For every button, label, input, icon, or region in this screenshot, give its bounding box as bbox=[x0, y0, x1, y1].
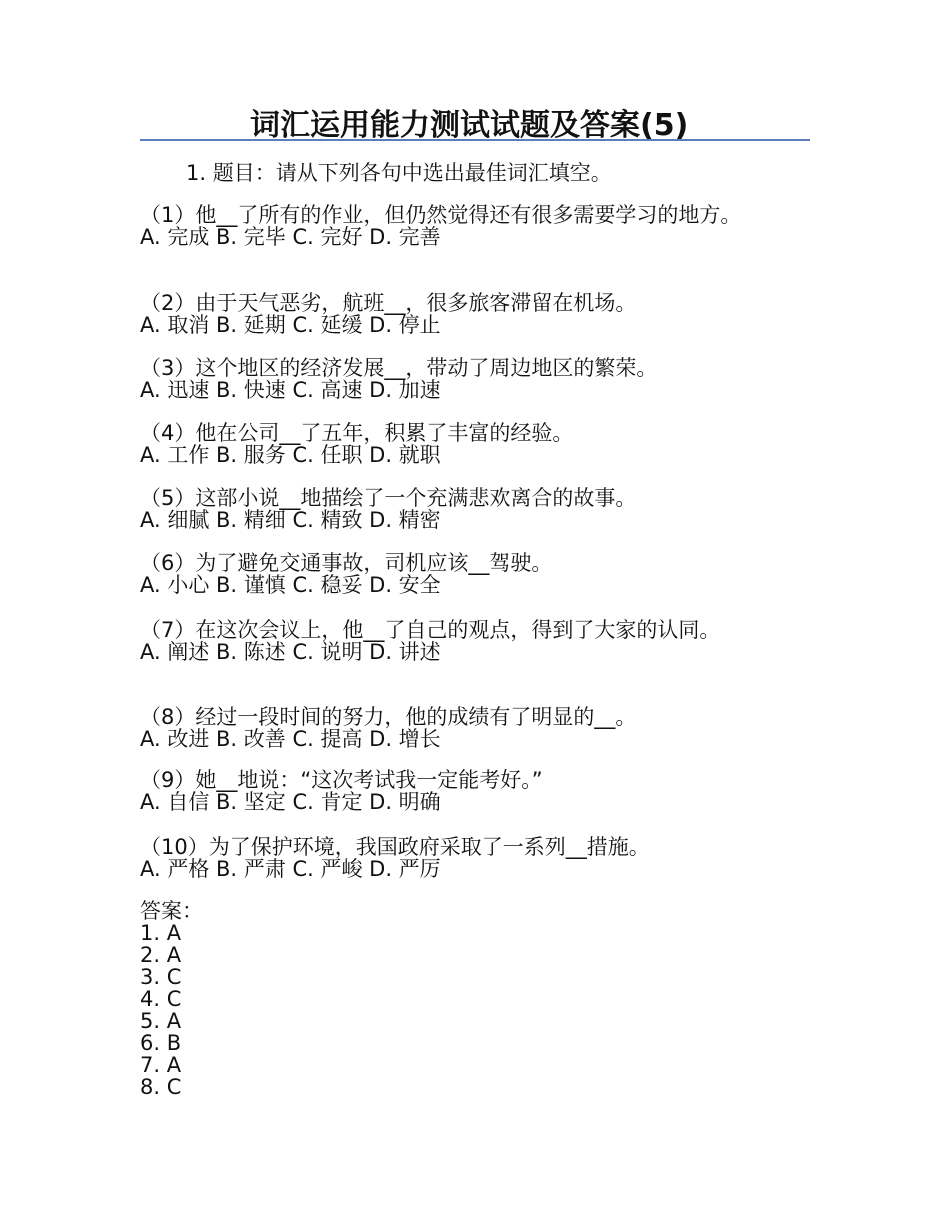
question-options: A. 严格 B. 严肃 C. 严峻 D. 严厉 bbox=[140, 857, 441, 881]
question-4 bbox=[140, 422, 820, 466]
question-stem: （1）他__了所有的作业，但仍然觉得还有很多需要学习的地方。 bbox=[140, 203, 742, 227]
question-options: A. 自信 B. 坚定 C. 肯定 D. 明确 bbox=[140, 790, 441, 814]
question-options: A. 完成 B. 完毕 C. 完好 D. 完善 bbox=[140, 225, 441, 249]
question-stem: （8）经过一段时间的努力，他的成绩有了明显的__。 bbox=[140, 705, 637, 729]
question-options: A. 工作 B. 服务 C. 任职 D. 就职 bbox=[140, 443, 441, 467]
answer-item: 6. B bbox=[140, 1031, 182, 1055]
title-underline bbox=[140, 139, 810, 141]
question-stem: （6）为了避免交通事故，司机应该__驾驶。 bbox=[140, 551, 553, 575]
answer-item: 3. C bbox=[140, 965, 182, 989]
question-stem: （5）这部小说__地描绘了一个充满悲欢离合的故事。 bbox=[140, 486, 637, 510]
question-options: A. 迅速 B. 快速 C. 高速 D. 加速 bbox=[140, 378, 441, 402]
answer-key-label: 答案： bbox=[140, 899, 203, 923]
question-stem: （9）她__地说：“这次考试我一定能考好。” bbox=[140, 768, 543, 792]
question-options: A. 细腻 B. 精细 C. 精致 D. 精密 bbox=[140, 508, 441, 532]
answer-item: 8. C bbox=[140, 1075, 182, 1099]
question-10 bbox=[140, 836, 820, 880]
question-stem: （7）在这次会议上，他__了自己的观点，得到了大家的认同。 bbox=[140, 618, 721, 642]
question-options: A. 改进 B. 改善 C. 提高 D. 增长 bbox=[140, 727, 441, 751]
answer-item: 5. A bbox=[140, 1009, 182, 1033]
question-stem: （4）他在公司__了五年，积累了丰富的经验。 bbox=[140, 421, 574, 445]
question-options: A. 取消 B. 延期 C. 延缓 D. 停止 bbox=[140, 313, 441, 337]
question-9 bbox=[140, 769, 820, 813]
instructions: 1. 题目：请从下列各句中选出最佳词汇填空。 bbox=[186, 161, 612, 185]
question-stem: （10）为了保护环境，我国政府采取了一系列__措施。 bbox=[140, 835, 650, 859]
answer-key bbox=[140, 900, 203, 1098]
answer-item: 7. A bbox=[140, 1053, 182, 1077]
question-options: A. 阐述 B. 陈述 C. 说明 D. 讲述 bbox=[140, 640, 441, 664]
answer-item: 2. A bbox=[140, 943, 182, 967]
question-1 bbox=[140, 204, 820, 248]
question-7 bbox=[140, 619, 820, 663]
question-options: A. 小心 B. 谨慎 C. 稳妥 D. 安全 bbox=[140, 573, 441, 597]
question-3 bbox=[140, 357, 820, 401]
document-title: 词汇运用能力测试试题及答案(5) bbox=[250, 108, 689, 143]
question-2 bbox=[140, 292, 820, 336]
question-stem: （3）这个地区的经济发展__，带动了周边地区的繁荣。 bbox=[140, 356, 658, 380]
answer-item: 4. C bbox=[140, 987, 182, 1011]
question-stem: （2）由于天气恶劣，航班__，很多旅客滞留在机场。 bbox=[140, 291, 637, 315]
question-6 bbox=[140, 552, 820, 596]
question-5 bbox=[140, 487, 820, 531]
question-8 bbox=[140, 706, 820, 750]
answer-item: 1. A bbox=[140, 921, 182, 945]
